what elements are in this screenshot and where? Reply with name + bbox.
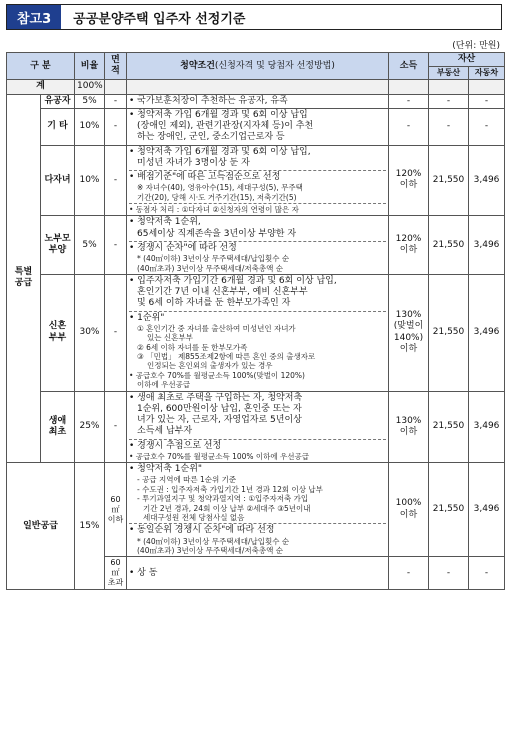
title-bar xyxy=(6,4,502,30)
merit-car: - xyxy=(469,94,505,108)
first-line: • 경쟁시 추첨으로 선정 xyxy=(129,440,222,451)
newlywed-line: • 입주자저축 가입기간 6개월 경과 및 6회 이상 납입, xyxy=(129,275,337,286)
etc-income: - xyxy=(389,108,429,145)
general-line: - 수도권 : 입주자저축 가입기간 1년 경과 12회 이상 납부 xyxy=(137,484,323,494)
total-row xyxy=(7,80,505,94)
etc-ratio: 10% xyxy=(75,108,105,145)
criteria-table xyxy=(6,52,505,590)
general-ratio: 15% xyxy=(75,463,105,590)
page-title: 공공분양주택 입주자 선정기준 xyxy=(73,11,246,27)
elder-income: 120% 이하 xyxy=(389,216,429,275)
multi-line: • 배점기준"에 따른 고득점순으로 선정 xyxy=(129,172,281,182)
elder-line: • 경쟁시 순차"에 따라 선정 xyxy=(129,242,237,253)
general-area-large: 60㎡ 초과 xyxy=(105,557,127,590)
merit-income: - xyxy=(389,94,429,108)
general-car: 3,496 xyxy=(469,463,505,557)
divider xyxy=(129,311,386,312)
special-supply-label: 특별 공급 xyxy=(7,94,41,463)
general-line: 세대구성원 전체 당첨사실 없음 xyxy=(143,512,245,522)
multi-car: 3,496 xyxy=(469,145,505,216)
newlywed-line: 인정되는 혼인외의 출생자가 있는 경우 xyxy=(147,361,273,371)
general-large-car: - xyxy=(469,557,505,590)
general-supply-label: 일반공급 xyxy=(7,463,75,590)
newlywed-car: 3,496 xyxy=(469,274,505,391)
general-area-small: 60㎡ 이하 xyxy=(105,463,127,557)
first-ratio: 25% xyxy=(75,391,105,463)
header-condition xyxy=(127,53,389,80)
merit-area: - xyxy=(105,94,127,108)
header-assets: 자산 xyxy=(429,53,505,67)
general-large-re: - xyxy=(429,557,469,590)
first-line: 1순위, 600만원이상 납입, 혼인중 또는 자 xyxy=(137,403,302,414)
newlywed-line: 및 6세 이하 자녀를 둔 한부모가족인 자 xyxy=(137,298,291,309)
total-ratio: 100% xyxy=(75,80,105,94)
row-newlywed xyxy=(7,274,505,391)
header-area: 면적 xyxy=(105,53,127,80)
multi-name: 다자녀 xyxy=(41,145,75,216)
newlywed-re: 21,550 xyxy=(429,274,469,391)
general-line: • 상 동 xyxy=(129,567,158,578)
first-line: 소득세 납부자 xyxy=(137,426,193,437)
title-badge: 참고3 xyxy=(7,5,61,29)
header-condition-label: 청약조건 xyxy=(180,60,215,71)
multi-area: - xyxy=(105,145,127,216)
merit-name: 유공자 xyxy=(41,94,75,108)
newlywed-line: ③ 「민법」 제855조제2항에 따른 혼인 중의 출생자로 xyxy=(137,352,316,361)
row-multi-child xyxy=(7,145,505,216)
first-name: 생애 최초 xyxy=(41,391,75,463)
multi-line: 미성년 자녀가 3명이상 둔 자 xyxy=(137,157,250,168)
header-category: 구 분 xyxy=(7,53,75,80)
elder-line: • 청약저축 1순위, xyxy=(129,217,201,228)
elder-re: 21,550 xyxy=(429,216,469,275)
first-re: 21,550 xyxy=(429,391,469,463)
general-line: - 투기과열지구 및 청약과열지역 : ①입주자저축 가입 xyxy=(137,494,309,504)
unit-note: (단위: 만원) xyxy=(452,41,500,51)
first-area: - xyxy=(105,391,127,463)
header-car: 자동차 xyxy=(469,67,505,80)
multi-re: 21,550 xyxy=(429,145,469,216)
etc-line: (장애인 제외), 관련기관장(지자체 등)이 추천 xyxy=(137,121,314,131)
general-re: 21,550 xyxy=(429,463,469,557)
first-line: 녀가 있는 자, 근로자, 자영업자로 5년이상 xyxy=(137,415,302,425)
newlywed-line: ② 6세 이하 자녀를 둔 한부모가족 xyxy=(137,342,248,352)
general-line: 기간 2년 경과, 24회 이상 납부 ②세대주 ③5년이내 xyxy=(143,503,311,513)
header-income: 소득 xyxy=(389,53,429,80)
newlywed-condition xyxy=(127,274,389,391)
elder-area: - xyxy=(105,216,127,275)
divider xyxy=(129,203,386,204)
newlywed-name: 신혼 부부 xyxy=(41,274,75,391)
multi-line: • 청약저축 가입 6개월 경과 및 6회 이상 납입, xyxy=(129,146,311,157)
etc-re: - xyxy=(429,108,469,145)
multi-condition xyxy=(127,145,389,216)
divider xyxy=(129,439,386,440)
etc-area: - xyxy=(105,108,127,145)
multi-ratio: 10% xyxy=(75,145,105,216)
merit-ratio: 5% xyxy=(75,94,105,108)
newlywed-line: 이하에 우선공급 xyxy=(137,380,191,390)
elder-line: * (40㎡이하) 3년이상 무주택세대/납입횟수 순 xyxy=(137,254,290,264)
row-general-small xyxy=(7,463,505,557)
newlywed-income: 130% (맞벌이 140%) 이하 xyxy=(389,274,429,391)
newlywed-area: - xyxy=(105,274,127,391)
elder-name: 노부모 부양 xyxy=(41,216,75,275)
multi-income: 120% 이하 xyxy=(389,145,429,216)
general-large-income: - xyxy=(389,557,429,590)
total-label: 계 xyxy=(7,80,75,94)
elder-condition xyxy=(127,216,389,275)
general-line: • 청약저축 1순위" xyxy=(129,464,203,475)
etc-car: - xyxy=(469,108,505,145)
general-condition xyxy=(127,463,389,557)
header-condition-note: (신청자격 및 당첨자 선정방법) xyxy=(214,60,335,71)
row-first-time xyxy=(7,391,505,463)
newlywed-ratio: 30% xyxy=(75,274,105,391)
first-line: • 공급호수 70%를 월평균소득 100% 이하에 우선공급 xyxy=(129,451,310,461)
general-line: - 공급 지역에 따른 1순위 기준 xyxy=(137,475,237,485)
general-line: (40㎡초과) 3년이상 무주택세대/저축총액 순 xyxy=(137,545,284,555)
etc-name: 기 타 xyxy=(41,108,75,145)
elder-car: 3,496 xyxy=(469,216,505,275)
general-income: 100% 이하 xyxy=(389,463,429,557)
newlywed-line: • 공급호수 70%를 월평균소득 100%(맞벌이 120%) xyxy=(129,370,305,380)
first-car: 3,496 xyxy=(469,391,505,463)
row-merit xyxy=(7,94,505,108)
newlywed-line: • 1순위" xyxy=(129,312,165,323)
merit-re: - xyxy=(429,94,469,108)
etc-line: 하는 장애인, 군인, 중소기업근로자 등 xyxy=(137,132,285,143)
etc-line: • 청약저축 가입 6개월 경과 및 6회 이상 납입 xyxy=(129,109,308,120)
newlywed-line: 있는 신혼부부 xyxy=(147,333,193,343)
row-elder xyxy=(7,216,505,275)
header-real-estate: 부동산 xyxy=(429,67,469,80)
first-income: 130% 이하 xyxy=(389,391,429,463)
multi-line: • 동점자 처리 : ①다자녀 ②신청자의 연령이 많은 자 xyxy=(129,205,299,214)
merit-line: • 국가보훈처장이 추천하는 유공자, 유족 xyxy=(129,95,288,106)
elder-ratio: 5% xyxy=(75,216,105,275)
first-line: • 생애 최초로 주택을 구입하는 자, 청약저축 xyxy=(129,392,303,403)
merit-condition xyxy=(127,94,389,108)
first-condition xyxy=(127,391,389,463)
multi-line: 기간(20), 당해 시·도 거주기간(15), 저축기간(5) xyxy=(137,192,297,202)
divider xyxy=(129,241,386,242)
multi-line: ※ 자녀수(40), 영유아수(15), 세대구성(5), 무주택 xyxy=(137,183,303,193)
general-line: • 동일순위 경쟁시 순차"에 따라 선정 xyxy=(129,525,275,536)
newlywed-line: 혼인기간 7년 이내 신혼부부, 예비 신혼부부 xyxy=(137,287,308,298)
newlywed-line: ① 혼인기간 중 자녀를 출산하여 미성년인 자녀가 xyxy=(137,323,296,333)
general-line: * (40㎡이하) 3년이상 무주택세대/납입횟수 순 xyxy=(137,536,290,546)
divider xyxy=(129,170,386,171)
header-ratio: 비율 xyxy=(75,53,105,80)
elder-line: (40㎡초과) 3년이상 무주택세대/저축총액 순 xyxy=(137,263,284,273)
row-etc xyxy=(7,108,505,145)
etc-condition xyxy=(127,108,389,145)
general-large-condition xyxy=(127,557,389,590)
header-row-1 xyxy=(7,53,505,67)
elder-line: 65세이상 직계존속을 3년이상 부양한 자 xyxy=(137,228,297,239)
